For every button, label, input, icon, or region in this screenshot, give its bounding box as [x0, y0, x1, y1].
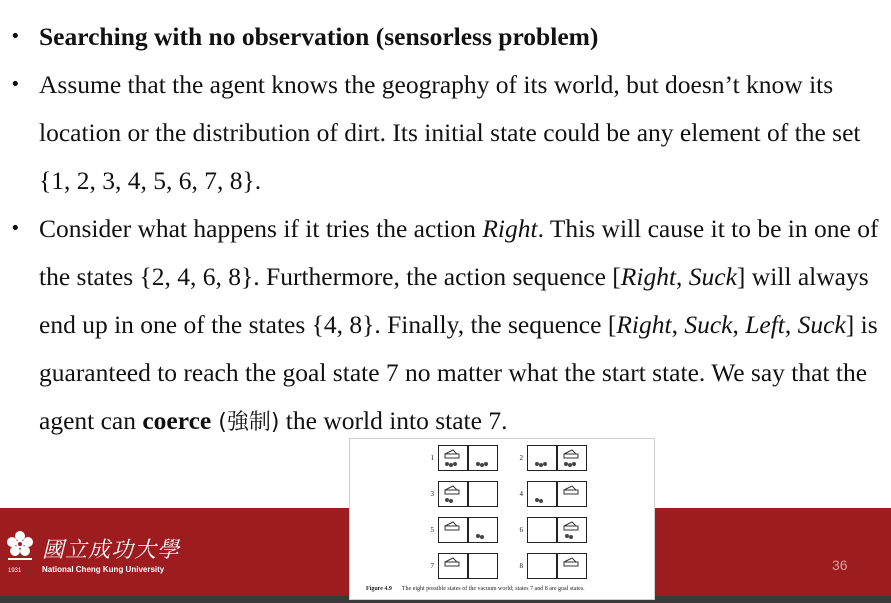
coerce-term: coerce [142, 406, 212, 435]
state-7-right-cell [468, 553, 498, 579]
state-8-right-cell [557, 553, 587, 579]
bullet-dot: • [10, 26, 21, 47]
state-2-left-cell [527, 445, 557, 471]
state-1-left-cell [438, 445, 468, 471]
state-5-left-cell [438, 517, 468, 543]
bullet-dot: • [10, 218, 21, 239]
dirt-icon [469, 518, 497, 542]
vacuum-icon [558, 482, 586, 506]
bullet-coerce-example [10, 205, 880, 447]
page-number: 36 [832, 557, 848, 573]
university-emblem-icon [4, 528, 36, 566]
bullet-dot: • [10, 74, 21, 95]
logo-year: 1931 [8, 568, 22, 574]
state-3-left-cell [438, 481, 468, 507]
dirt-icon [528, 446, 556, 470]
figure-label: Figure 4.9 [366, 586, 392, 592]
coerce-chinese: (強制) [211, 410, 280, 435]
bullet-assumption [10, 61, 880, 205]
state-number-6: 6 [519, 526, 523, 534]
state-number-8: 8 [519, 562, 523, 570]
state-number-3: 3 [430, 490, 434, 498]
state-number-4: 4 [519, 490, 523, 498]
state-8-left-cell [527, 553, 557, 579]
state-5-right-cell [468, 517, 498, 543]
bullet-assumption-text: Assume that the agent knows the geography of its world, but doesn’t know its location or the distribution of dirt. Its initial state could be any element of the set {1, 2, 3, 4, 5, 6, 7, 8}. [39, 70, 861, 195]
vacuum-icon [439, 518, 467, 542]
vacuum-icon [439, 554, 467, 578]
figure-caption-text: The eight possible states of the vacuum world; states 7 and 8 are goal states. [401, 586, 585, 592]
state-4-left-cell [527, 481, 557, 507]
state-number-5: 5 [430, 526, 434, 534]
vacuum-dirt-icon [439, 482, 467, 506]
university-name-en: National Cheng Kung University [42, 565, 165, 574]
dirt-icon [528, 482, 556, 506]
state-7-left-cell [438, 553, 468, 579]
bullet-heading-text: Searching with no observation (sensorless problem) [39, 22, 599, 51]
figure-caption [366, 586, 585, 592]
vacuum-dirt-icon [439, 446, 467, 470]
bullet-sensorless-heading [10, 13, 880, 61]
vacuum-world-figure [349, 438, 655, 600]
state-6-right-cell [557, 517, 587, 543]
state-number-7: 7 [430, 562, 434, 570]
state-2-right-cell [557, 445, 587, 471]
state-number-2: 2 [519, 454, 523, 462]
vacuum-icon [558, 554, 586, 578]
state-4-right-cell [557, 481, 587, 507]
dirt-icon [469, 446, 497, 470]
vacuum-dirt-icon [558, 518, 586, 542]
state-3-right-cell [468, 481, 498, 507]
state-number-1: 1 [430, 454, 434, 462]
bullet-coerce-text: Consider what happens if it tries the action Right. This will cause it to be in one of the states {2, 4, 6, 8}. Furthermore, the action sequence [Right, Suck] will always end up in one of the states {4, 8}. Finally, the sequence [Right, Suck, Left, Suck] is guaranteed to reach the goal state 7 no matter what the start state. We say that the agent can coerce (強制) the world into state 7. [39, 214, 879, 435]
university-name-zh: 國立成功大學 [42, 538, 181, 563]
state-6-left-cell [527, 517, 557, 543]
state-1-right-cell [468, 445, 498, 471]
vacuum-dirt-icon [558, 446, 586, 470]
